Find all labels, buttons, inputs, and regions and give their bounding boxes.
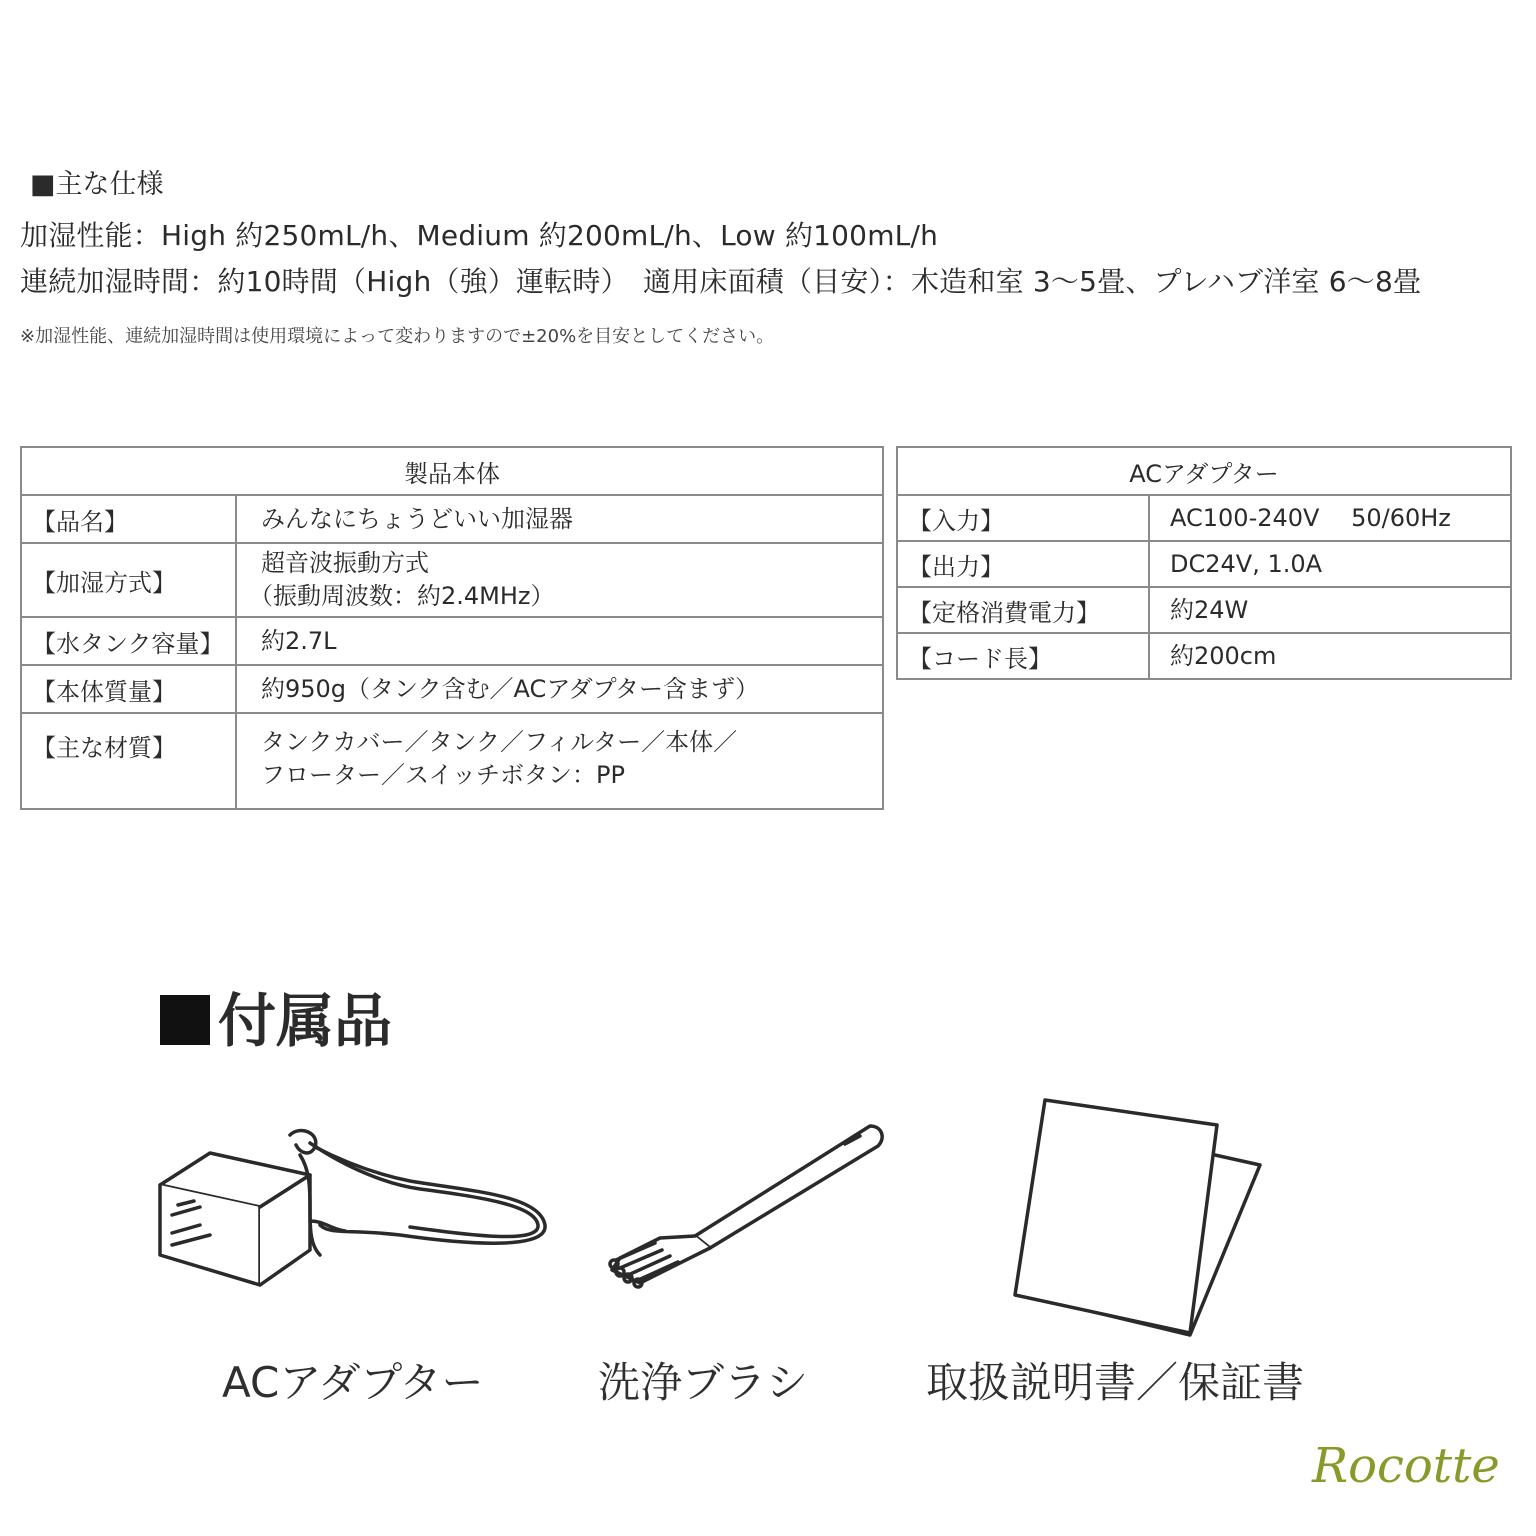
ac-adapter-table: [896, 446, 1512, 680]
row-value: [236, 543, 883, 617]
row-value-line: タンクカバー／タンク／フィルター／本体／: [261, 728, 738, 756]
row-label: 【主な材質】: [21, 713, 236, 809]
square-bullet-icon: [160, 995, 210, 1045]
accessory-label-ac-adapter: ACアダプター: [222, 1358, 484, 1407]
row-label: 【品名】: [21, 495, 236, 543]
row-value-line: フローター／スイッチボタン：PP: [261, 761, 625, 789]
spec-heading: ■主な仕様: [30, 169, 164, 200]
accessories-heading: [160, 974, 392, 1058]
row-label: 【加湿方式】: [21, 543, 236, 617]
row-label: 【定格消費電力】: [897, 587, 1149, 633]
accessory-label-cleaning-brush: 洗浄ブラシ: [598, 1358, 809, 1407]
continuous-time-and-area: 連続加湿時間：約10時間（High（強）運転時） 適用床面積（目安）：木造和室 3〜5畳、プレハブ洋室 6〜8畳: [20, 265, 1422, 298]
row-label: 【本体質量】: [21, 665, 236, 713]
manual-icon: [1005, 1095, 1270, 1340]
ac-adapter-title: ACアダプター: [897, 447, 1511, 495]
table-row: [897, 587, 1511, 633]
table-row: [897, 541, 1511, 587]
ac-adapter-icon: [150, 1125, 560, 1300]
table-row: [21, 617, 883, 665]
row-value: 約950g（タンク含む／ACアダプター含まず）: [236, 665, 883, 713]
spec-note: ※加湿性能、連続加湿時間は使用環境によって変わりますので±20%を目安としてください。: [20, 326, 775, 347]
table-row: [21, 543, 883, 617]
table-row: [21, 713, 883, 809]
accessories-heading-text: 付属品: [218, 987, 393, 1055]
brand-logo: Rocotte: [1312, 1438, 1500, 1494]
row-value: DC24V, 1.0A: [1149, 541, 1511, 587]
row-value-line: 超音波振動方式: [261, 549, 429, 577]
humidification-performance: 加湿性能：High 約250mL/h、Medium 約200mL/h、Low 約100mL/h: [20, 219, 939, 252]
row-value: 約200cm: [1149, 633, 1511, 679]
row-label: 【水タンク容量】: [21, 617, 236, 665]
cleaning-brush-icon: [600, 1118, 890, 1288]
row-label: 【コード長】: [897, 633, 1149, 679]
row-value: [236, 713, 883, 809]
row-value: みんなにちょうどいい加湿器: [236, 495, 883, 543]
row-value-line: （振動周波数：約2.4MHz）: [249, 582, 555, 610]
product-body-title: 製品本体: [21, 447, 883, 495]
table-row: [897, 633, 1511, 679]
row-label: 【出力】: [897, 541, 1149, 587]
row-value: AC100-240V 50/60Hz: [1149, 495, 1511, 541]
row-label: 【入力】: [897, 495, 1149, 541]
row-value: 約24W: [1149, 587, 1511, 633]
row-value: 約2.7L: [236, 617, 883, 665]
product-body-table: [20, 446, 884, 810]
table-row: [897, 495, 1511, 541]
accessory-label-manual: 取扱説明書／保証書: [926, 1358, 1305, 1407]
table-row: [21, 495, 883, 543]
table-row: [21, 665, 883, 713]
